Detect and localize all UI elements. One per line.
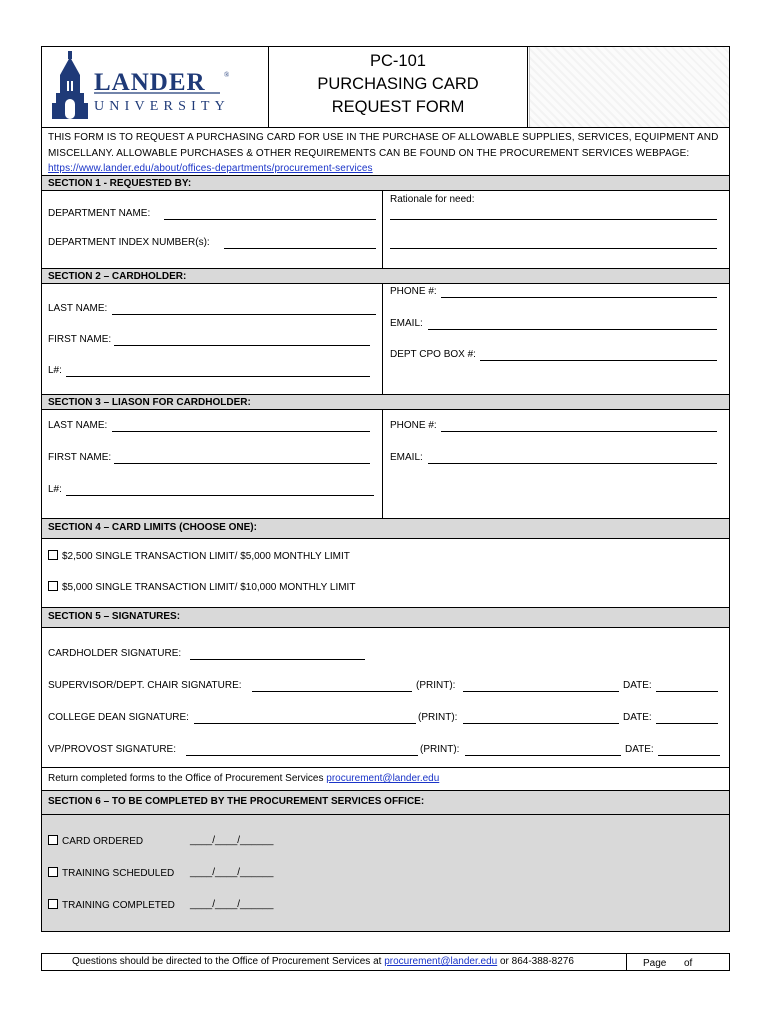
form-page [41, 46, 730, 932]
section-3-heading: SECTION 3 – LIASON FOR CARDHOLDER: [42, 395, 729, 410]
rationale-field-line-1[interactable] [390, 219, 717, 220]
title-line-2: REQUEST FORM [331, 98, 465, 116]
cardholder-last-name-field[interactable] [112, 314, 376, 315]
section-3-body: LAST NAME: FIRST NAME: L#: PHONE #: EMAIL: [42, 410, 729, 519]
lander-tower-icon [42, 47, 268, 127]
page-of-label: of [684, 958, 693, 969]
form-code: PC-101 [370, 52, 426, 70]
liaison-last-name-field[interactable] [112, 431, 370, 432]
training-completed-date[interactable]: ____/____/______ [190, 899, 274, 910]
form-header [42, 47, 729, 128]
section-6-heading: SECTION 6 – TO BE COMPLETED BY THE PROCUREMENT SERVICES OFFICE: [42, 791, 729, 815]
cardholder-lnumber-field[interactable] [66, 376, 370, 377]
section-2-heading: SECTION 2 – CARDHOLDER: [42, 269, 729, 284]
rationale-field-line-2[interactable] [390, 248, 717, 249]
footer-email-link[interactable]: procurement@lander.edu [384, 956, 498, 967]
section-1-body: DEPARTMENT NAME: DEPARTMENT INDEX NUMBER(s): Rationale for need: [42, 191, 729, 269]
lander-logo [42, 47, 268, 127]
return-email-link[interactable]: procurement@lander.edu [326, 773, 440, 784]
dean-date-field[interactable] [656, 723, 718, 724]
cardholder-first-name-field[interactable] [114, 345, 370, 346]
return-note: Return completed forms to the Office of Procurement Services procurement@lander.edu [42, 768, 729, 791]
section-5-body: CARDHOLDER SIGNATURE: SUPERVISOR/DEPT. CHAIR SIGNATURE: (PRINT): DATE: COLLEGE DEAN SIGNATURE: (PRINT): DATE: VP/PROVOST SIGNATURE: (PRINT): DATE: [42, 628, 729, 768]
logo-word-lander: LANDER [94, 69, 206, 96]
form-title [268, 47, 528, 127]
section-2-body: LAST NAME: FIRST NAME: L#: PHONE #: EMAIL: DEPT CPO BOX #: [42, 284, 729, 395]
dean-signature-field[interactable] [194, 723, 416, 724]
page-label: Page [643, 958, 667, 969]
training-completed-checkbox[interactable] [48, 899, 58, 909]
procurement-webpage-link[interactable]: https://www.lander.edu/about/offices-departments/procurement-services [48, 163, 373, 174]
supervisor-signature-field[interactable] [252, 691, 412, 692]
section-4-heading: SECTION 4 – CARD LIMITS (CHOOSE ONE): [42, 519, 729, 539]
section-5-heading: SECTION 5 – SIGNATURES: [42, 608, 729, 628]
cardholder-cpo-box-field[interactable] [480, 360, 717, 361]
limit-option-1[interactable]: $2,500 SINGLE TRANSACTION LIMIT/ $5,000 MONTHLY LIMIT [48, 550, 350, 562]
section-1-heading: SECTION 1 - REQUESTED BY: [42, 176, 729, 191]
section-4-body [42, 539, 729, 608]
training-scheduled-checkbox[interactable] [48, 867, 58, 877]
liaison-email-field[interactable] [428, 463, 717, 464]
form-instructions: THIS FORM IS TO REQUEST A PURCHASING CARD FOR USE IN THE PURCHASE OF ALLOWABLE SUPPLIES, SERVICES, EQUIPMENT AND MISCELLANY. ALLOWABLE PURCHASES & OTHER REQUIREMENTS CAN BE FOUND ON THE PROCUREMENT SERVICES WEBPAGE: https://www.lander.edu/about/offices-departments/procurement-services [42, 128, 729, 176]
training-completed-item[interactable]: TRAINING COMPLETED [48, 899, 175, 911]
limit-option-1-checkbox[interactable] [48, 550, 58, 560]
cardholder-email-field[interactable] [428, 329, 717, 330]
card-ordered-checkbox[interactable] [48, 835, 58, 845]
supervisor-print-field[interactable] [463, 691, 619, 692]
section-6-body [42, 815, 729, 931]
cardholder-signature-field[interactable] [190, 659, 365, 660]
department-name-field[interactable] [164, 219, 376, 220]
liaison-first-name-field[interactable] [114, 463, 370, 464]
training-scheduled-item[interactable]: TRAINING SCHEDULED [48, 867, 174, 879]
provost-date-field[interactable] [658, 755, 720, 756]
provost-signature-field[interactable] [186, 755, 418, 756]
limit-option-2-checkbox[interactable] [48, 581, 58, 591]
form-footer: Questions should be directed to the Office of Procurement Services at procurement@lander.edu or 864-388-8276 Page of [41, 953, 730, 971]
dean-print-field[interactable] [463, 723, 619, 724]
training-scheduled-date[interactable]: ____/____/______ [190, 867, 274, 878]
card-ordered-date[interactable]: ____/____/______ [190, 835, 274, 846]
title-line-1: PURCHASING CARD [317, 75, 479, 93]
svg-text:®: ® [224, 71, 230, 79]
card-ordered-item[interactable]: CARD ORDERED [48, 835, 143, 847]
cardholder-phone-field[interactable] [441, 297, 717, 298]
liaison-lnumber-field[interactable] [66, 495, 374, 496]
department-index-field[interactable] [224, 248, 376, 249]
office-use-box [528, 47, 729, 127]
provost-print-field[interactable] [465, 755, 621, 756]
limit-option-2[interactable]: $5,000 SINGLE TRANSACTION LIMIT/ $10,000 MONTHLY LIMIT [48, 581, 355, 593]
liaison-phone-field[interactable] [441, 431, 717, 432]
logo-word-university: UNIVERSITY [94, 99, 230, 114]
supervisor-date-field[interactable] [656, 691, 718, 692]
